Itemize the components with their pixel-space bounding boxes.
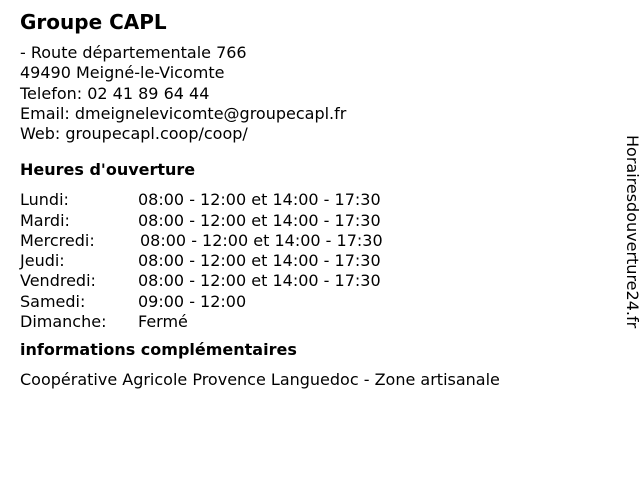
hours-row-vendredi	[20, 271, 600, 291]
time-range: 08:00 - 12:00 et 14:00 - 17:30	[138, 251, 381, 271]
email-line: Email: dmeignelevicomte@groupecapl.fr	[20, 103, 347, 123]
hours-row-lundi	[20, 190, 600, 210]
hours-row-mardi	[20, 211, 600, 231]
address-block	[20, 43, 600, 144]
business-name: Groupe CAPL	[20, 10, 167, 34]
day-label: Mardi:	[20, 210, 70, 230]
time-range: 08:00 - 12:00 et 14:00 - 17:30	[138, 271, 381, 291]
address-line-1: - Route départementale 766	[20, 43, 247, 62]
opening-hours-table	[20, 190, 600, 331]
hours-row-dimanche	[20, 312, 600, 332]
hours-row-jeudi	[20, 251, 600, 271]
address-line-2: 49490 Meigné-le-Vicomte	[20, 63, 225, 83]
day-label: Jeudi:	[20, 251, 65, 271]
day-label: Samedi:	[20, 291, 86, 311]
business-card	[20, 9, 600, 390]
time-range: Fermé	[138, 311, 188, 331]
day-label: Lundi:	[20, 190, 69, 210]
phone-line: Telefon: 02 41 89 64 44	[20, 83, 210, 103]
additional-info-text: Coopérative Agricole Provence Languedoc - Zone artisanale	[20, 369, 500, 389]
time-range: 08:00 - 12:00 et 14:00 - 17:30	[140, 230, 383, 250]
day-label: Dimanche:	[20, 311, 107, 331]
hours-row-mercredi	[20, 231, 600, 251]
additional-info-heading: informations complémentaires	[20, 339, 297, 359]
web-line: Web: groupecapl.coop/coop/	[20, 124, 248, 144]
site-watermark: Horairesdouverture24.fr	[623, 135, 642, 329]
day-label: Mercredi:	[20, 230, 95, 250]
time-range: 08:00 - 12:00 et 14:00 - 17:30	[138, 210, 381, 230]
time-range: 09:00 - 12:00	[138, 291, 247, 311]
hours-row-samedi	[20, 292, 600, 312]
day-label: Vendredi:	[20, 271, 96, 291]
time-range: 08:00 - 12:00 et 14:00 - 17:30	[138, 190, 381, 210]
opening-hours-heading: Heures d'ouverture	[20, 160, 196, 180]
